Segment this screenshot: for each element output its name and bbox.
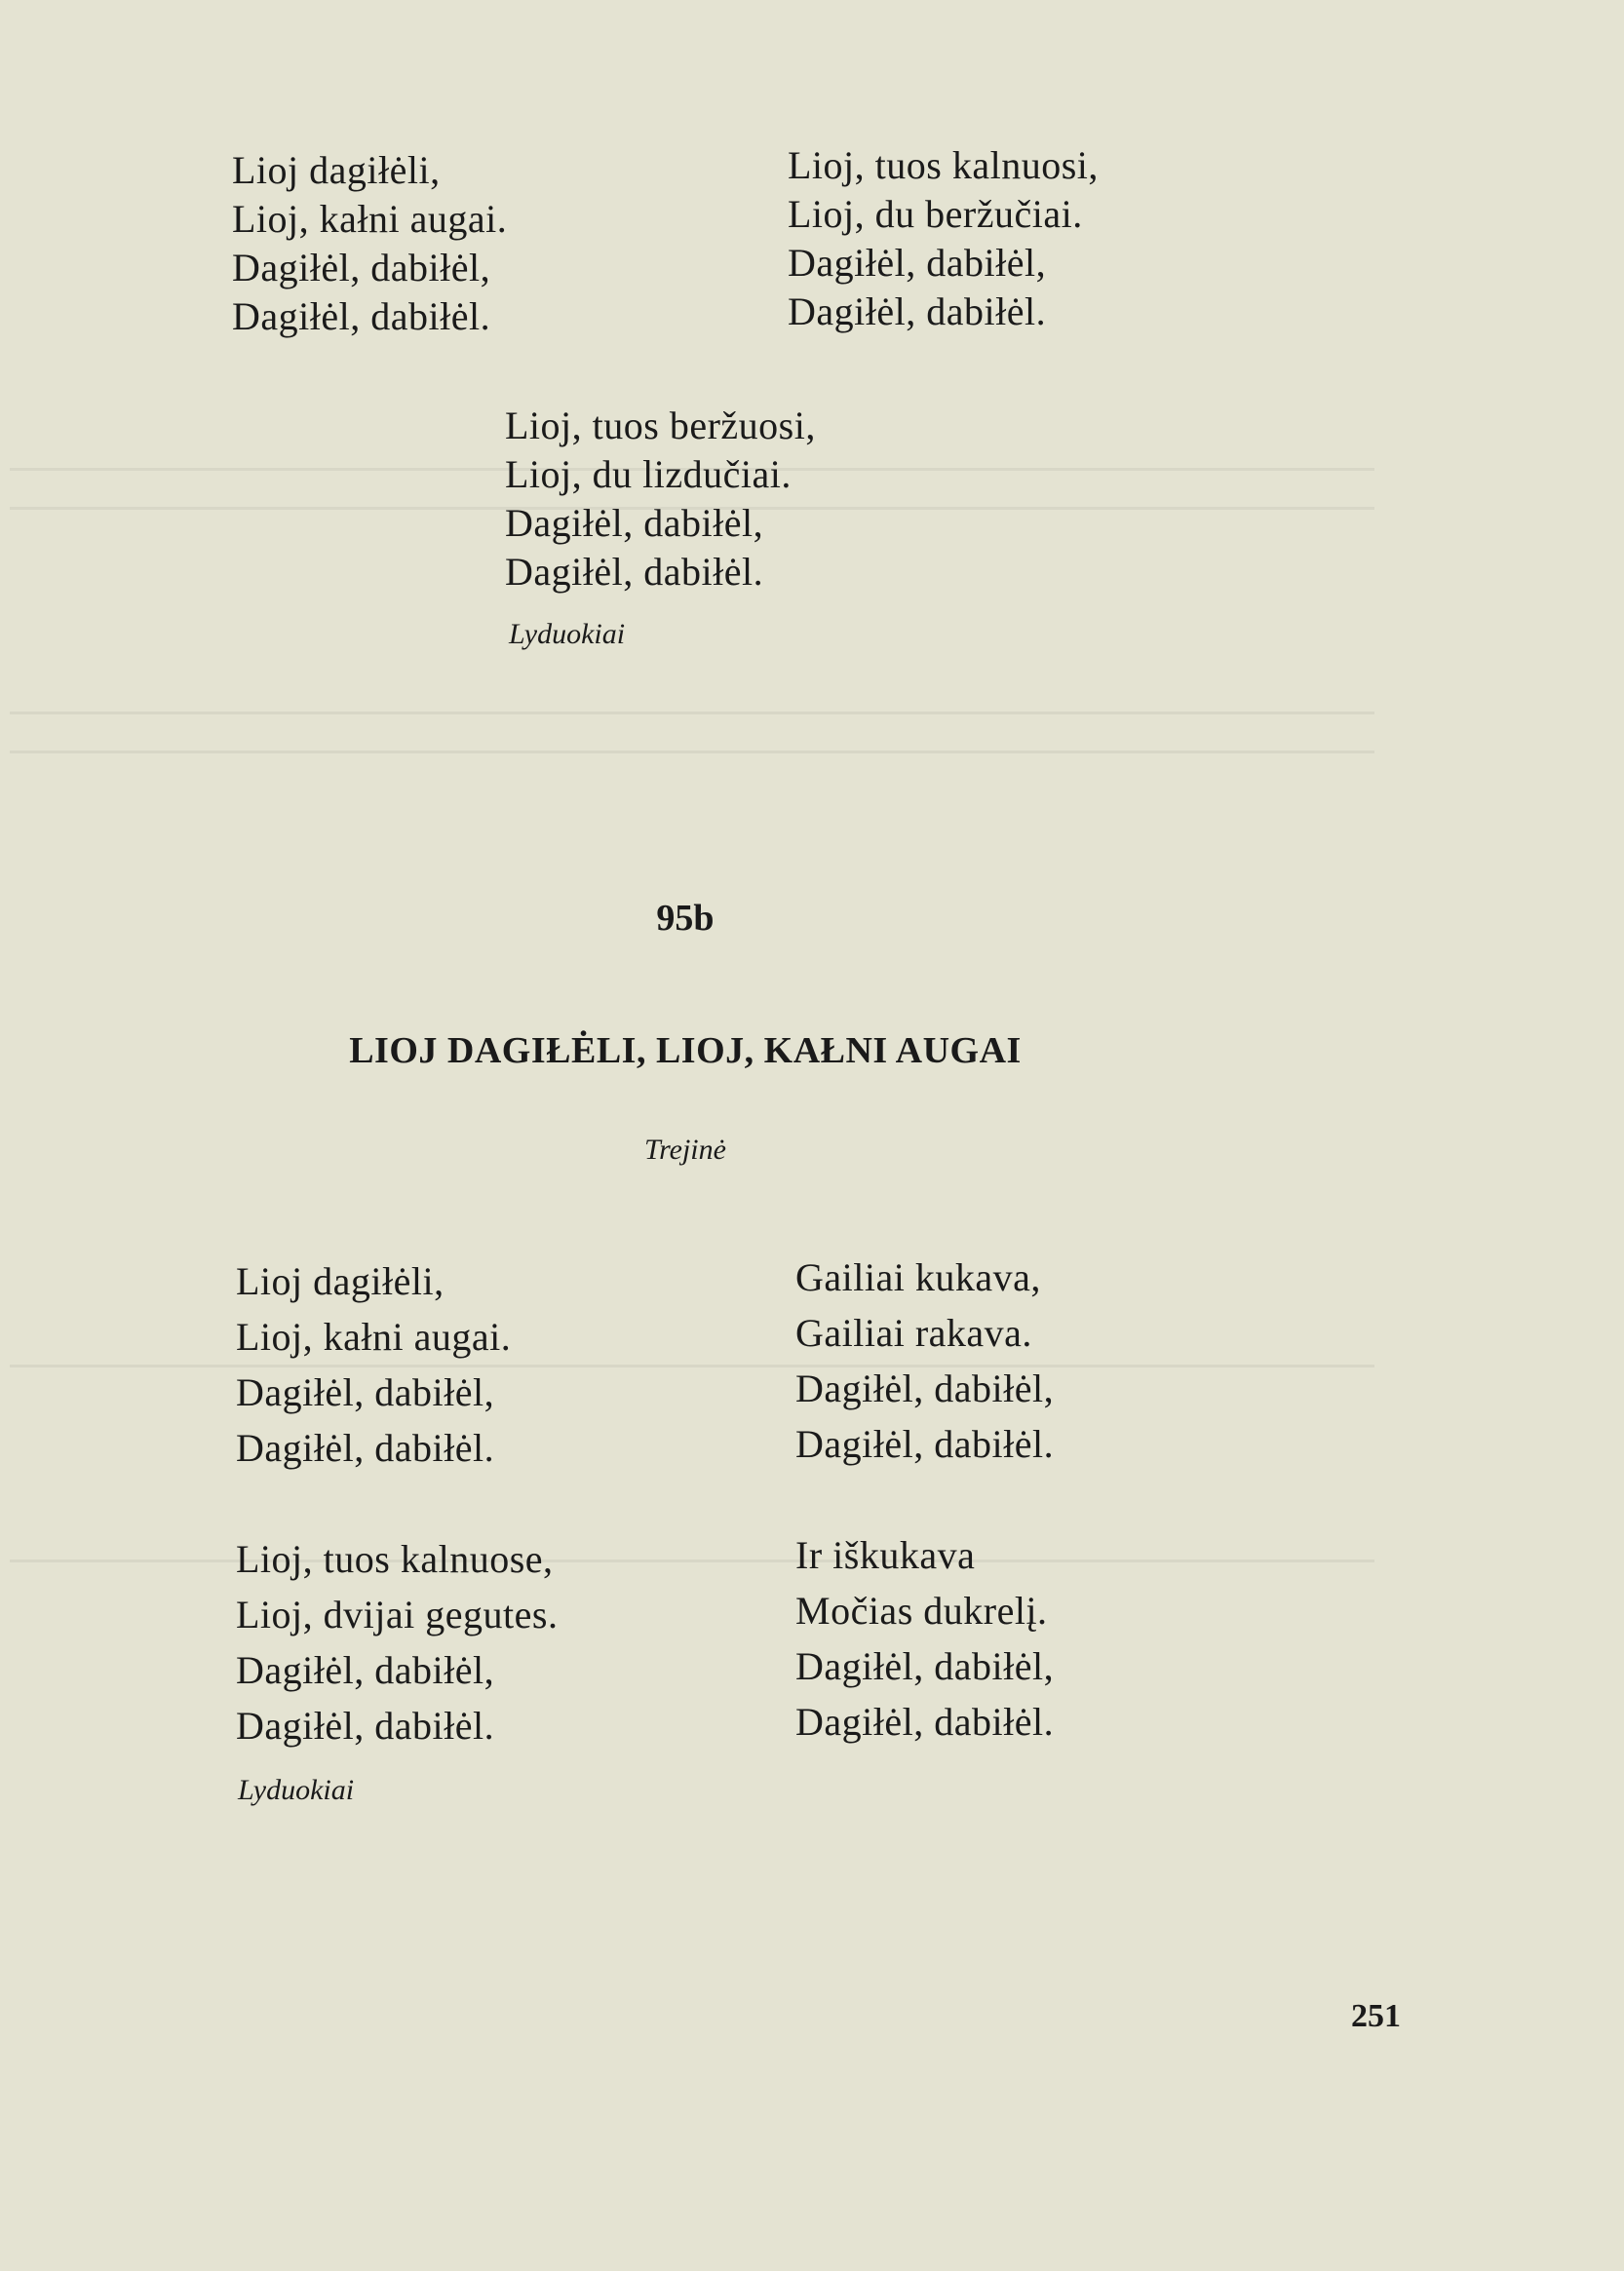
verse-line: Dagiłėl, dabiłėl. — [795, 1700, 1055, 1744]
verse-line: Dagiłėl, dabiłėl. — [788, 289, 1047, 333]
verse-line: Dagiłėl, dabiłėl, — [788, 241, 1047, 285]
page-number: 251 — [1351, 1998, 1401, 2034]
bleed-through-staff — [10, 712, 1374, 714]
verse-line: Lioj dagiłėli, — [232, 148, 441, 192]
verse-line: Dagiłėl, dabiłėl, — [232, 246, 491, 289]
verse-line: Dagiłėl, dabiłėl. — [505, 550, 764, 594]
song-subtitle: Trejinė — [644, 1134, 726, 1166]
verse-line: Lioj, tuos beržuosi, — [505, 404, 816, 447]
verse-line: Močias dukrelį. — [795, 1589, 1048, 1633]
bleed-through-staff — [10, 751, 1374, 753]
verse-line: Lioj, kałni augai. — [232, 197, 508, 241]
verse-line: Lioj, du lizdučiai. — [505, 452, 792, 496]
verse-line: Ir iškukava — [795, 1533, 976, 1577]
verse-line: Lioj, dvijai gegutes. — [236, 1593, 559, 1636]
song-stanza-4 — [795, 1527, 1054, 1750]
verse-line: Dagiłėl, dabiłėl. — [232, 294, 491, 338]
verse-line: Dagiłėl, dabiłėl, — [505, 501, 764, 545]
verse-line: Lioj, kałni augai. — [236, 1315, 512, 1359]
song-number: 95b — [656, 898, 715, 939]
song-place-name: Lyduokiai — [238, 1774, 355, 1806]
song-title: LIOJ DAGIŁĖLI, LIOJ, KAŁNI AUGAI — [349, 1030, 1022, 1071]
verse-line: Dagiłėl, dabiłėl, — [236, 1370, 495, 1414]
verse-line: Dagiłėl, dabiłėl. — [795, 1422, 1055, 1466]
bleed-through-staff — [10, 1365, 1374, 1367]
verse-line: Gailiai kukava, — [795, 1255, 1041, 1299]
bleed-through-staff — [10, 1559, 1374, 1562]
top-place-name: Lyduokiai — [509, 618, 626, 650]
verse-line: Dagiłėl, dabiłėl. — [236, 1426, 495, 1470]
top-stanza-right — [788, 141, 1099, 336]
verse-line: Dagiłėl, dabiłėl. — [236, 1704, 495, 1748]
verse-line: Gailiai rakava. — [795, 1311, 1032, 1355]
song-stanza-2 — [795, 1250, 1054, 1472]
verse-line: Dagiłėl, dabiłėl, — [795, 1644, 1055, 1688]
top-stanza-center — [505, 402, 816, 597]
verse-line: Lioj, tuos kalnuosi, — [788, 143, 1099, 187]
song-stanza-3 — [236, 1531, 558, 1753]
verse-line: Dagiłėl, dabiłėl, — [236, 1648, 495, 1692]
top-stanza-left — [232, 146, 507, 341]
verse-line: Dagiłėl, dabiłėl, — [795, 1366, 1055, 1410]
verse-line: Lioj, du beržučiai. — [788, 192, 1083, 236]
verse-line: Lioj dagiłėli, — [236, 1259, 445, 1303]
song-stanza-1 — [236, 1253, 511, 1476]
verse-line: Lioj, tuos kalnuose, — [236, 1537, 554, 1581]
